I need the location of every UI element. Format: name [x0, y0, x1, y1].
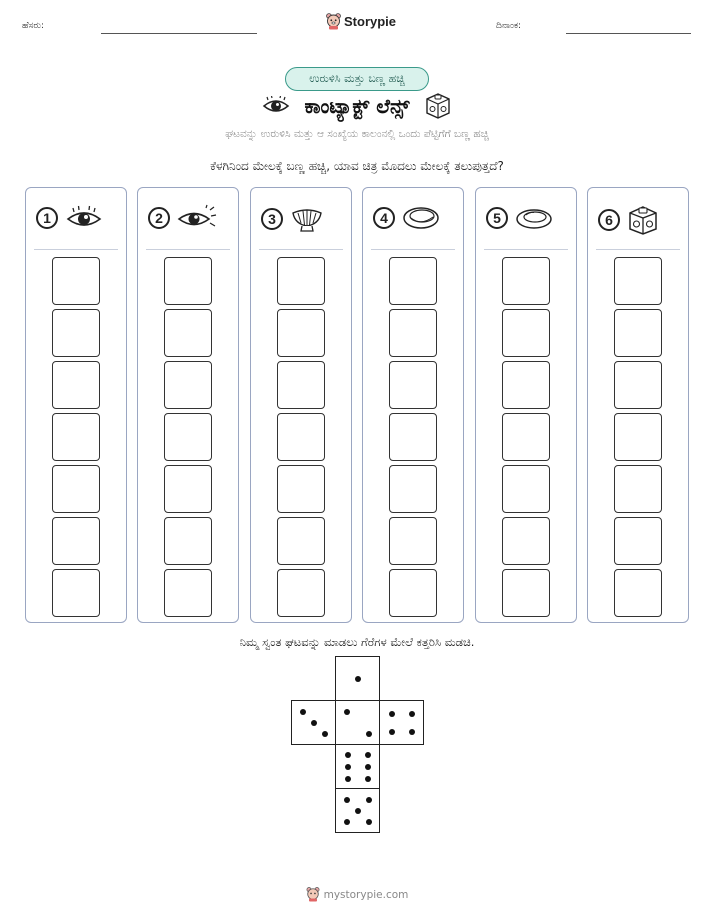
die-face-2	[335, 700, 380, 745]
color-box[interactable]	[614, 465, 662, 513]
column-number: 5	[486, 207, 508, 229]
color-box[interactable]	[502, 517, 550, 565]
color-box[interactable]	[52, 465, 100, 513]
cube-icon	[424, 92, 452, 120]
color-box[interactable]	[502, 465, 550, 513]
color-box[interactable]	[277, 413, 325, 461]
color-box[interactable]	[52, 569, 100, 617]
brand-name: Storypie	[344, 14, 397, 29]
cutout-instruction: ನಿಮ್ಮ ಸ್ವಂತ ಘಟವನ್ನು ಮಾಡಲು ಗೆರೆಗಳ ಮೇಲೆ ಕತ್ತರಿಸಿ ಮಡಚಿ.	[239, 635, 475, 649]
column-5	[475, 187, 577, 623]
color-box[interactable]	[164, 257, 212, 305]
column-divider	[146, 249, 230, 250]
brand-logo	[326, 13, 396, 30]
subtitle: ಘಟವನ್ನು ಉರುಳಿಸಿ ಮತ್ತು ಆ ಸಂಖ್ಯೆಯ ಕಾಲಂನಲ್ಲಿ ಒಂದು ಪೆಟ್ಟಿಗೆಗೆ ಬಣ್ಣ ಹಚ್ಚಿ	[225, 128, 489, 140]
color-box[interactable]	[389, 569, 437, 617]
color-box[interactable]	[52, 517, 100, 565]
color-box[interactable]	[277, 361, 325, 409]
die-face-4	[379, 700, 424, 745]
color-box[interactable]	[389, 361, 437, 409]
color-box[interactable]	[614, 413, 662, 461]
color-box[interactable]	[502, 413, 550, 461]
column-divider	[484, 249, 568, 250]
column-3	[250, 187, 352, 623]
color-box[interactable]	[614, 569, 662, 617]
color-box[interactable]	[502, 361, 550, 409]
activity-tag: ಉರುಳಿಸಿ ಮತ್ತು ಬಣ್ಣ ಹಚ್ಚಿ	[285, 67, 429, 91]
cube-icon	[626, 204, 660, 236]
name-label: ಹೆಸರು:	[22, 21, 45, 31]
color-box[interactable]	[52, 361, 100, 409]
shell-bowl-icon	[289, 204, 325, 234]
color-box[interactable]	[502, 257, 550, 305]
color-box[interactable]	[614, 309, 662, 357]
die-face-3	[291, 700, 336, 745]
color-box[interactable]	[164, 309, 212, 357]
column-divider	[371, 249, 455, 250]
name-line[interactable]	[101, 33, 257, 34]
color-box[interactable]	[164, 517, 212, 565]
color-box[interactable]	[164, 361, 212, 409]
date-line[interactable]	[566, 33, 691, 34]
color-box[interactable]	[614, 257, 662, 305]
column-divider	[596, 249, 680, 250]
eye-sparkle-icon	[176, 204, 218, 232]
column-number: 4	[373, 207, 395, 229]
color-box[interactable]	[614, 517, 662, 565]
page-title: ಕಾಂಟ್ಯಾಕ್ಟ್ ಲೆನ್ಸ್	[304, 94, 410, 118]
column-1	[25, 187, 127, 623]
title-row	[0, 92, 714, 120]
column-divider	[259, 249, 343, 250]
color-box[interactable]	[389, 413, 437, 461]
color-box[interactable]	[389, 257, 437, 305]
column-number: 2	[148, 207, 170, 229]
die-face-1	[335, 656, 380, 701]
color-box[interactable]	[277, 309, 325, 357]
lens-case-icon	[401, 204, 441, 232]
color-box[interactable]	[389, 309, 437, 357]
column-4	[362, 187, 464, 623]
color-box[interactable]	[502, 309, 550, 357]
color-box[interactable]	[52, 413, 100, 461]
die-face-5	[335, 788, 380, 833]
color-box[interactable]	[164, 569, 212, 617]
question: ಕೆಳಗಿನಿಂದ ಮೇಲಕ್ಕೆ ಬಣ್ಣ ಹಚ್ಚಿ, ಯಾವ ಚಿತ್ರ ಮೊದಲು ಮೇಲಕ್ಕೆ ತಲುಪುತ್ತದೆ?	[210, 159, 504, 173]
color-box[interactable]	[52, 257, 100, 305]
footer	[0, 887, 714, 902]
color-box[interactable]	[277, 517, 325, 565]
bear-mascot-icon	[326, 13, 341, 30]
color-box[interactable]	[614, 361, 662, 409]
lens-dish-icon	[514, 204, 554, 232]
color-box[interactable]	[52, 309, 100, 357]
footer-site[interactable]: mystorypie.com	[323, 888, 409, 901]
eye-icon	[64, 204, 104, 232]
color-box[interactable]	[277, 465, 325, 513]
column-number: 1	[36, 207, 58, 229]
color-box[interactable]	[277, 569, 325, 617]
column-divider	[34, 249, 118, 250]
color-box[interactable]	[277, 257, 325, 305]
color-box[interactable]	[164, 465, 212, 513]
column-6	[587, 187, 689, 623]
bear-mascot-icon	[306, 887, 320, 902]
color-box[interactable]	[389, 465, 437, 513]
date-label: ದಿನಾಂಕ:	[496, 21, 522, 31]
column-2	[137, 187, 239, 623]
color-box[interactable]	[502, 569, 550, 617]
color-box[interactable]	[389, 517, 437, 565]
color-box[interactable]	[164, 413, 212, 461]
column-number: 3	[261, 208, 283, 230]
eye-icon	[262, 96, 290, 116]
column-number: 6	[598, 209, 620, 231]
die-face-6	[335, 744, 380, 789]
